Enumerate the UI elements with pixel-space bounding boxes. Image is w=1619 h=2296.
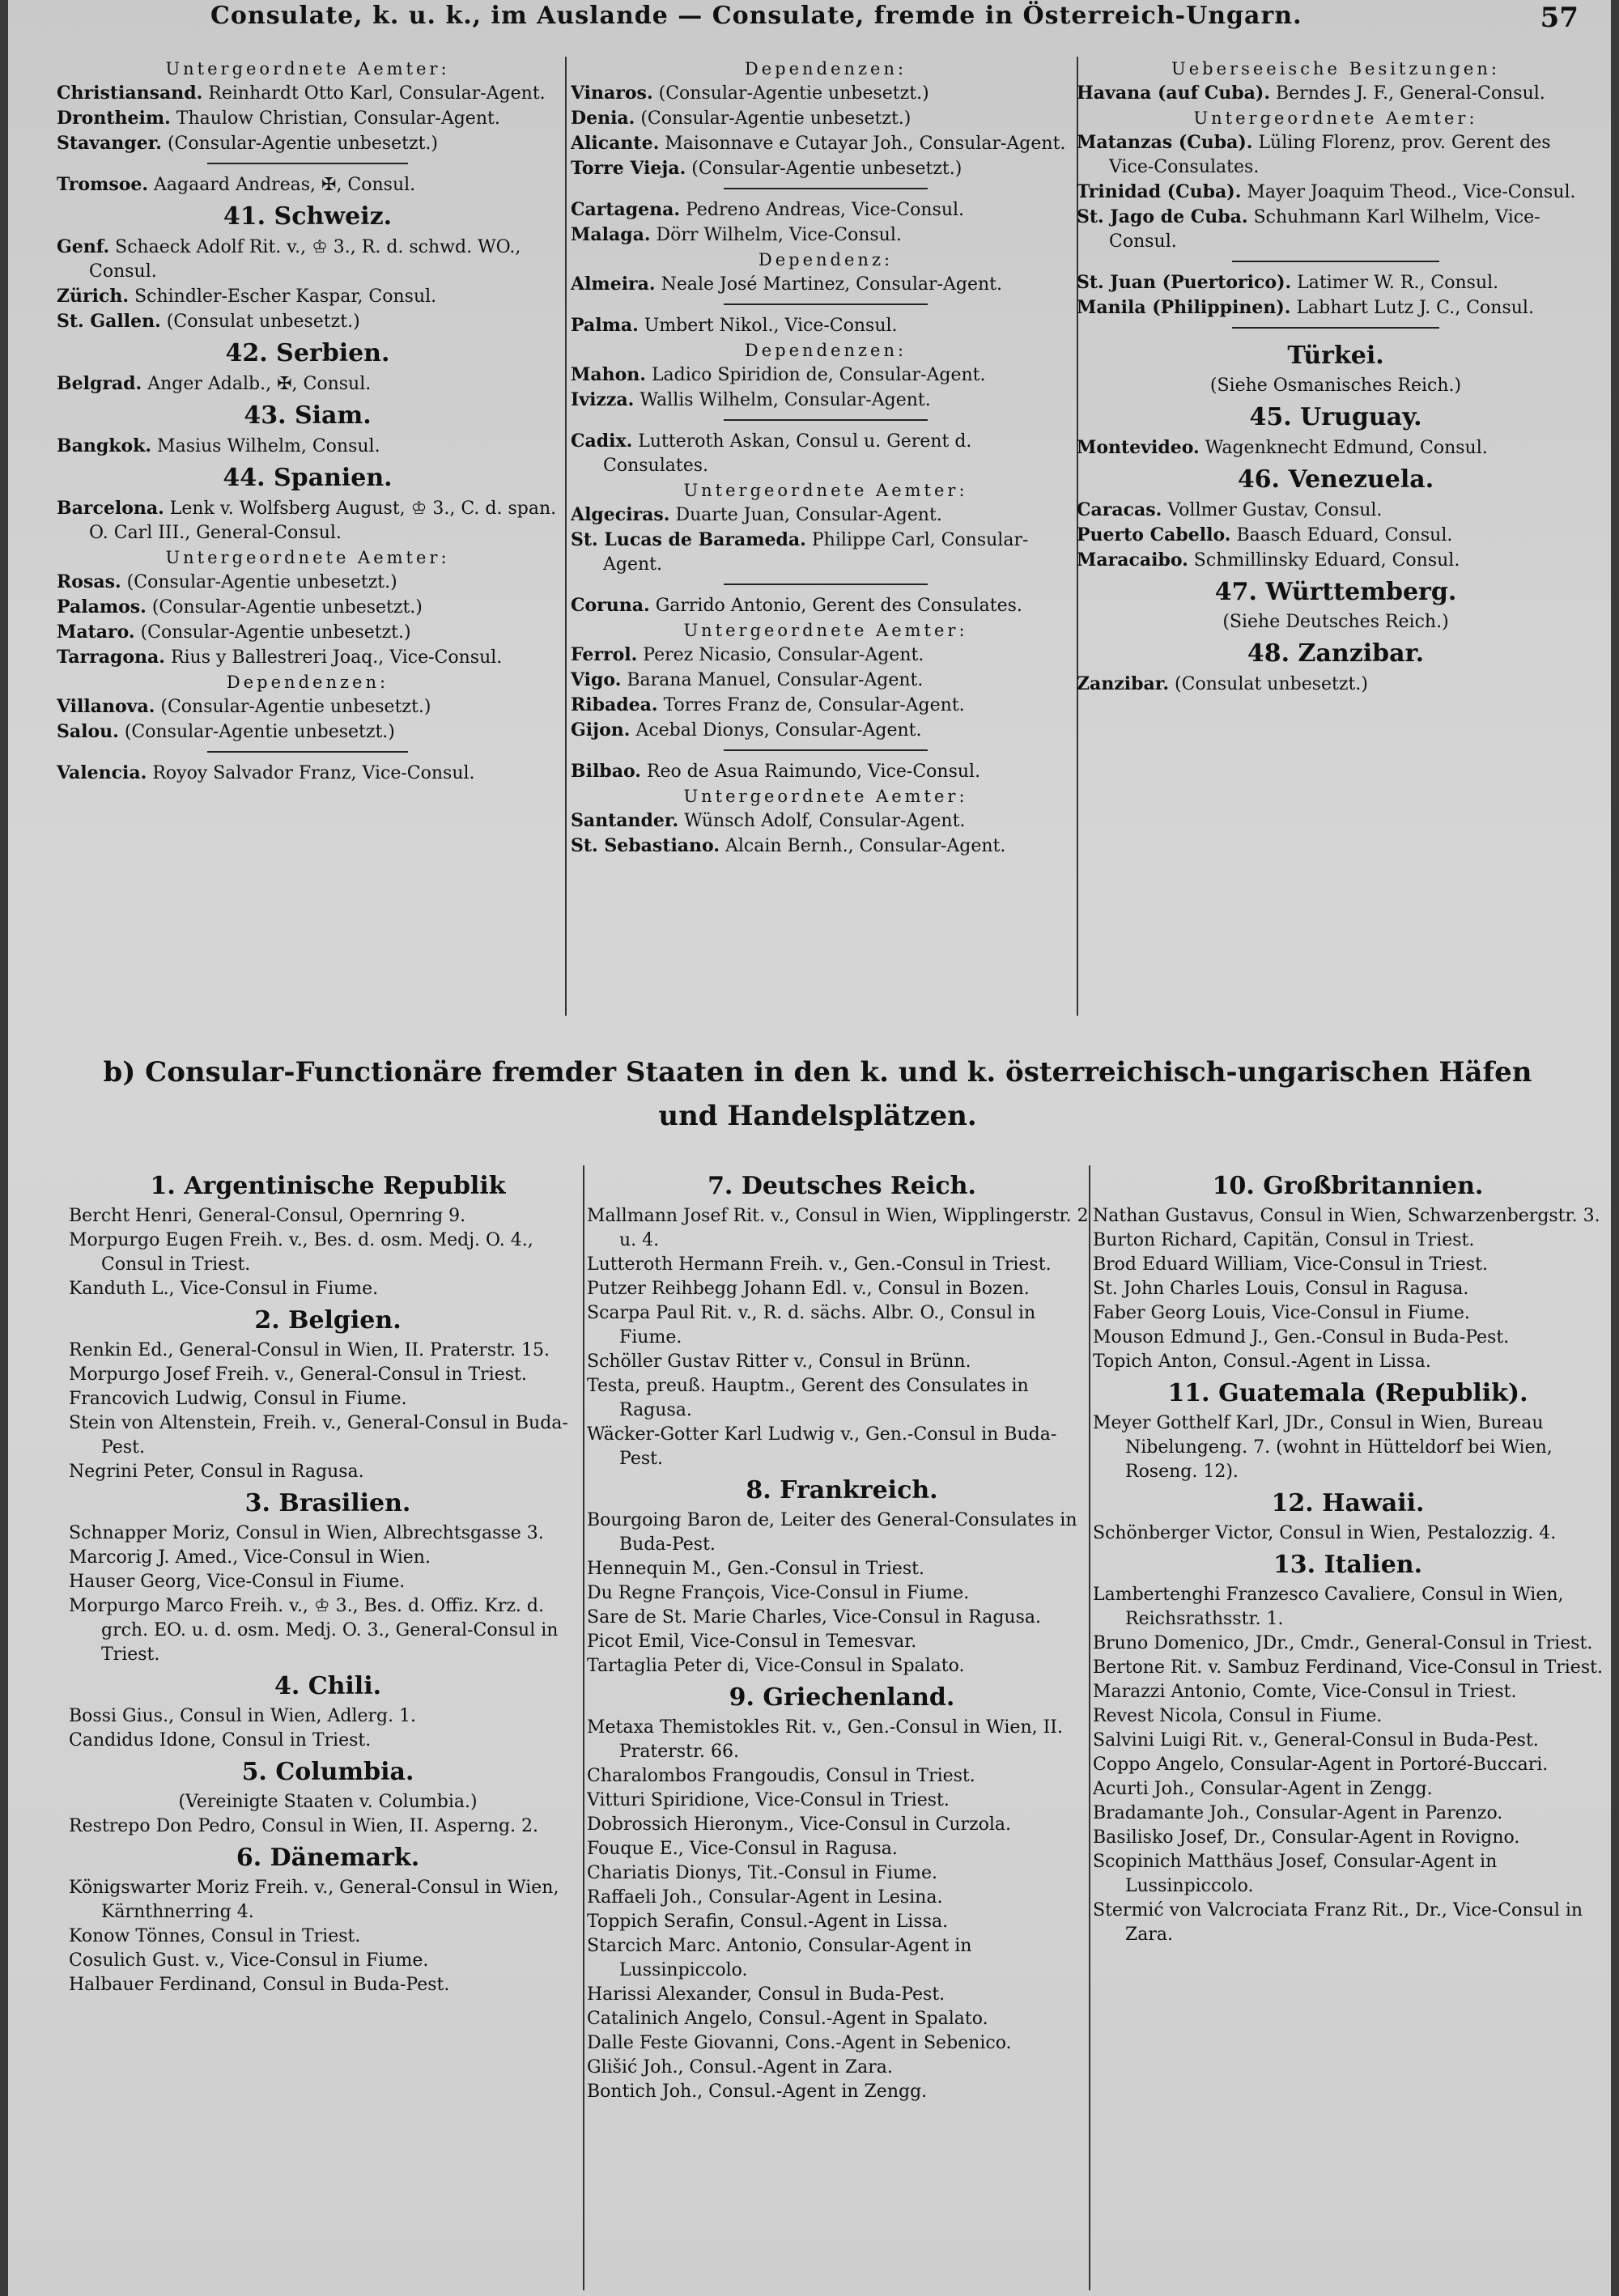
country-heading: 3. Brasilien.: [244, 1489, 411, 1517]
entry: Negrini Peter, Consul in Ragusa.: [69, 1462, 364, 1482]
entry: Marazzi Antonio, Comte, Vice-Consul in Triest.: [1093, 1682, 1517, 1702]
entry: Valencia. Royoy Salvador Franz, Vice-Consul.: [57, 762, 475, 783]
entry: Scopinich Matthäus Josef, Consular-Agent in Lussinpiccolo.: [1093, 1852, 1498, 1896]
entry: Coppo Angelo, Consular-Agent in Portoré-Buccari.: [1093, 1755, 1549, 1775]
entry: Denia. (Consular-Agentie unbesetzt.): [571, 108, 911, 129]
entry: Salvini Luigi Rit. v., General-Consul in Buda-Pest.: [1093, 1730, 1539, 1751]
separator: [724, 419, 928, 421]
entry: Nathan Gustavus, Consul in Wien, Schwarzenbergstr. 3.: [1093, 1206, 1600, 1226]
section-b-heading: [57, 1050, 1579, 1138]
entry: Schöller Gustav Ritter v., Consul in Brünn.: [587, 1352, 971, 1372]
entry: Scarpa Paul Rit. v., R. d. sächs. Albr. O., Consul in Fiume.: [587, 1303, 1036, 1347]
country-heading: 5. Columbia.: [241, 1758, 414, 1786]
entry: Dalle Feste Giovanni, Cons.-Agent in Sebenico.: [587, 2033, 1012, 2053]
entry: Candidus Idone, Consul in Triest.: [69, 1730, 372, 1751]
entry: Ferrol. Perez Nicasio, Consular-Agent.: [571, 644, 924, 665]
entry: Matanzas (Cuba). Lüling Florenz, prov. Gerent des Vice-Consulates.: [1077, 132, 1551, 177]
country-heading: 9. Griechenland.: [729, 1683, 955, 1712]
entry: St. Sebastiano. Alcain Bernh., Consular-Agent.: [571, 835, 1006, 856]
entry: Vigo. Barana Manuel, Consular-Agent.: [571, 669, 924, 690]
entry: Dobrossich Hieronym., Vice-Consul in Curzola.: [587, 1814, 1012, 1835]
entry: Torre Vieja. (Consular-Agentie unbesetzt.): [571, 158, 962, 179]
entry: Topich Anton, Consul.-Agent in Lissa.: [1093, 1352, 1431, 1372]
entry: Metaxa Themistokles Rit. v., Gen.-Consul in Wien, II. Praterstr. 66.: [587, 1717, 1063, 1762]
cross-reference: (Vereinigte Staaten v. Columbia.): [178, 1792, 478, 1812]
entry: Rosas. (Consular-Agentie unbesetzt.): [57, 571, 397, 592]
column-a1: [57, 57, 559, 1028]
entry: Marcorig J. Amed., Vice-Consul in Wien.: [69, 1547, 431, 1568]
entry: Vinaros. (Consular-Agentie unbesetzt.): [571, 83, 929, 104]
entry: Ribadea. Torres Franz de, Consular-Agent.: [571, 694, 965, 715]
entry: Christiansand. Reinhardt Otto Karl, Consular-Agent.: [57, 83, 546, 104]
entry: Wäcker-Gotter Karl Ludwig v., Gen.-Consul in Buda-Pest.: [587, 1424, 1057, 1469]
entry: Mataro. (Consular-Agentie unbesetzt.): [57, 622, 411, 643]
entry: Drontheim. Thaulow Christian, Consular-Agent.: [57, 108, 500, 129]
entry: Basilisko Josef, Dr., Consular-Agent in Rovigno.: [1093, 1827, 1520, 1848]
entry: Morpurgo Marco Freih. v., ♔ 3., Bes. d. Offiz. Krz. d. grch. EO. u. d. osm. Medj. O. 3., General-Consul in Triest.: [69, 1596, 559, 1665]
separator: [724, 584, 928, 585]
entry: Bruno Domenico, JDr., Cmdr., General-Consul in Triest.: [1093, 1633, 1593, 1653]
entry: Cosulich Gust. v., Vice-Consul in Fiume.: [69, 1950, 429, 1971]
entry: Montevideo. Wagenknecht Edmund, Consul.: [1077, 437, 1488, 458]
entry: Zanzibar. (Consulat unbesetzt.): [1077, 673, 1368, 694]
entry: Salou. (Consular-Agentie unbesetzt.): [57, 721, 395, 742]
entry: Genf. Schaeck Adolf Rit. v., ♔ 3., R. d. schwd. WO., Consul.: [57, 236, 521, 282]
entry: Stavanger. (Consular-Agentie unbesetzt.): [57, 133, 438, 154]
column-rule: [565, 57, 567, 1016]
entry: Faber Georg Louis, Vice-Consul in Fiume.: [1093, 1303, 1470, 1323]
entry: Mahon. Ladico Spiridion de, Consular-Agent.: [571, 364, 986, 385]
entry: Gijon. Acebal Dionys, Consular-Agent.: [571, 719, 922, 741]
entry: Stermić von Valcrociata Franz Rit., Dr., Vice-Consul in Zara.: [1093, 1900, 1583, 1945]
entry: Coruna. Garrido Antonio, Gerent des Consulates.: [571, 595, 1022, 616]
column-b3: [1093, 1167, 1603, 2292]
entry: Tromsoe. Aagaard Andreas, ✠, Consul.: [57, 174, 416, 195]
country-heading: 2. Belgien.: [254, 1306, 402, 1335]
separator: [1232, 261, 1439, 262]
country-heading: 44. Spanien.: [223, 464, 393, 492]
country-heading: 11. Guatemala (Republik).: [1167, 1379, 1528, 1407]
entry: Palamos. (Consular-Agentie unbesetzt.): [57, 596, 423, 618]
entry: Fouque E., Vice-Consul in Ragusa.: [587, 1839, 898, 1859]
subheading: Untergeordnete Aemter:: [165, 59, 450, 79]
entry: Bourgoing Baron de, Leiter des General-Consulates in Buda-Pest.: [587, 1510, 1077, 1555]
entry: Trinidad (Cuba). Mayer Joaquim Theod., Vice-Consul.: [1077, 181, 1576, 202]
country-heading: 8. Frankreich.: [746, 1476, 938, 1504]
section-b-title: b) Consular-Functionäre fremder Staaten in den k. und k. österreichisch-ungarischen Häfen: [103, 1056, 1532, 1089]
entry: Glišić Joh., Consul.-Agent in Zara.: [587, 2057, 893, 2077]
subheading: Untergeordnete Aemter:: [683, 621, 968, 640]
entry: Caracas. Vollmer Gustav, Consul.: [1077, 499, 1383, 520]
entry: Raffaeli Joh., Consular-Agent in Lesina.: [587, 1887, 943, 1908]
entry: Mouson Edmund J., Gen.-Consul in Buda-Pest.: [1093, 1327, 1510, 1347]
entry: Meyer Gotthelf Karl, JDr., Consul in Wien, Bureau Nibelungeng. 7. (wohnt in Hütteldorf bei Wien, Roseng. 12).: [1093, 1413, 1553, 1482]
entry: Bontich Joh., Consul.-Agent in Zengg.: [587, 2082, 928, 2102]
entry: Kanduth L., Vice-Consul in Fiume.: [69, 1279, 379, 1299]
entry: Königswarter Moriz Freih. v., General-Consul in Wien, Kärnthnerring 4.: [69, 1878, 559, 1922]
entry: Harissi Alexander, Consul in Buda-Pest.: [587, 1984, 945, 2005]
country-heading: 7. Deutsches Reich.: [708, 1172, 976, 1200]
entry: Catalinich Angelo, Consul.-Agent in Spalato.: [587, 2009, 988, 2029]
entry: Santander. Wünsch Adolf, Consular-Agent.: [571, 810, 966, 831]
country-heading: Türkei.: [1287, 342, 1384, 370]
separator: [724, 303, 928, 305]
column-b1: [69, 1167, 587, 2292]
entry: Tartaglia Peter di, Vice-Consul in Spalato.: [587, 1656, 965, 1676]
separator: [1232, 327, 1439, 329]
entry: Hauser Georg, Vice-Consul in Fiume.: [69, 1572, 406, 1592]
page: [8, 0, 1611, 2296]
separator: [207, 751, 408, 753]
country-heading: 46. Venezuela.: [1237, 465, 1434, 494]
country-heading: 13. Italien.: [1273, 1551, 1423, 1579]
entry: Chariatis Dionys, Tit.-Consul in Fiume.: [587, 1863, 937, 1883]
entry: Burton Richard, Capitän, Consul in Triest.: [1093, 1230, 1475, 1250]
entry: Manila (Philippinen). Labhart Lutz J. C., Consul.: [1077, 297, 1534, 318]
entry: Lutteroth Hermann Freih. v., Gen.-Consul in Triest.: [587, 1254, 1052, 1275]
entry: Alicante. Maisonnave e Cutayar Joh., Consular-Agent.: [571, 133, 1066, 154]
entry: Halbauer Ferdinand, Consul in Buda-Pest.: [69, 1975, 450, 1995]
subheading: Untergeordnete Aemter:: [165, 548, 450, 567]
country-heading: 4. Chili.: [274, 1672, 382, 1700]
country-heading: 48. Zanzibar.: [1247, 639, 1425, 668]
separator: [724, 749, 928, 751]
entry: Bossi Gius., Consul in Wien, Adlerg. 1.: [69, 1706, 417, 1726]
entry: Almeira. Neale José Martinez, Consular-Agent.: [571, 274, 1002, 295]
separator: [724, 188, 928, 189]
subheading: Dependenzen:: [744, 59, 907, 79]
country-heading: 47. Württemberg.: [1214, 578, 1457, 606]
entry: Renkin Ed., General-Consul in Wien, II. Praterstr. 15.: [69, 1340, 550, 1360]
section-b-title-cont: und Handelsplätzen.: [658, 1100, 977, 1132]
entry: Palma. Umbert Nikol., Vice-Consul.: [571, 315, 898, 336]
entry: Bangkok. Masius Wilhelm, Consul.: [57, 435, 380, 456]
entry: Cadix. Lutteroth Askan, Consul u. Gerent d. Consulates.: [571, 431, 972, 476]
country-heading: 1. Argentinische Republik: [150, 1172, 506, 1200]
entry: Testa, preuß. Hauptm., Gerent des Consulates in Ragusa.: [587, 1376, 1029, 1420]
running-head: Consulate, k. u. k., im Auslande — Consulate, fremde in Österreich-Ungarn.: [210, 2, 1302, 30]
entry: Hennequin M., Gen.-Consul in Triest.: [587, 1559, 925, 1579]
subheading: Dependenzen:: [226, 673, 389, 692]
subheading: Untergeordnete Aemter:: [1193, 108, 1478, 128]
entry: Putzer Reihbegg Johann Edl. v., Consul in Bozen.: [587, 1279, 1030, 1299]
subheading: Dependenzen:: [744, 341, 907, 360]
entry: Schnapper Moriz, Consul in Wien, Albrechtsgasse 3.: [69, 1523, 544, 1543]
entry: Tarragona. Rius y Ballestreri Joaq., Vice-Consul.: [57, 647, 503, 668]
country-heading: 41. Schweiz.: [223, 202, 393, 231]
entry: Bertone Rit. v. Sambuz Ferdinand, Vice-Consul in Triest.: [1093, 1657, 1603, 1678]
entry: Lambertenghi Franzesco Cavaliere, Consul in Wien, Reichsrathsstr. 1.: [1093, 1585, 1564, 1629]
column-a2: [571, 57, 1081, 1028]
entry: Francovich Ludwig, Consul in Fiume.: [69, 1389, 407, 1409]
entry: Du Regne François, Vice-Consul in Fiume.: [587, 1583, 970, 1603]
country-heading: 12. Hawaii.: [1271, 1489, 1425, 1517]
entry: Vitturi Spiridione, Vice-Consul in Triest.: [587, 1790, 950, 1810]
entry: St. Lucas de Barameda. Philippe Carl, Consular-Agent.: [571, 529, 1029, 575]
entry: Acurti Joh., Consular-Agent in Zengg.: [1093, 1779, 1433, 1799]
entry: Schönberger Victor, Consul in Wien, Pestalozzig. 4.: [1093, 1523, 1557, 1543]
entry: Puerto Cabello. Baasch Eduard, Consul.: [1077, 524, 1453, 545]
entry: Starcich Marc. Antonio, Consular-Agent in Lussinpiccolo.: [587, 1936, 972, 1980]
entry: Maracaibo. Schmillinsky Eduard, Consul.: [1077, 550, 1460, 571]
column-a3: [1077, 57, 1595, 1028]
entry: Brod Eduard William, Vice-Consul in Triest.: [1093, 1254, 1488, 1275]
entry: Bilbao. Reo de Asua Raimundo, Vice-Consul.: [571, 761, 981, 782]
cross-reference: (Siehe Deutsches Reich.): [1222, 612, 1449, 632]
entry: Mallmann Josef Rit. v., Consul in Wien, Wipplingerstr. 2 u. 4.: [587, 1206, 1089, 1250]
entry: Toppich Serafin, Consul.-Agent in Lissa.: [587, 1912, 949, 1932]
entry: Malaga. Dörr Wilhelm, Vice-Consul.: [571, 224, 902, 245]
entry: Belgrad. Anger Adalb., ✠, Consul.: [57, 373, 372, 394]
subheading: Ueberseeische Besitzungen:: [1171, 59, 1500, 79]
entry: Charalombos Frangoudis, Consul in Triest.: [587, 1766, 975, 1786]
country-heading: 10. Großbritannien.: [1212, 1172, 1484, 1200]
entry: Zürich. Schindler-Escher Kaspar, Consul.: [57, 286, 437, 307]
entry: Bradamante Joh., Consular-Agent in Parenzo.: [1093, 1803, 1503, 1823]
column-b2: [587, 1167, 1097, 2292]
country-heading: 45. Uruguay.: [1249, 403, 1422, 431]
subheading: Untergeordnete Aemter:: [683, 787, 968, 806]
page-number: 57: [1540, 2, 1579, 34]
entry: Morpurgo Josef Freih. v., General-Consul in Triest.: [69, 1364, 527, 1385]
entry: St. Gallen. (Consulat unbesetzt.): [57, 311, 360, 332]
entry: Bercht Henri, General-Consul, Opernring 9.: [69, 1206, 466, 1226]
subheading: Untergeordnete Aemter:: [683, 481, 968, 500]
country-heading: 42. Serbien.: [225, 339, 390, 367]
entry: Cartagena. Pedreno Andreas, Vice-Consul.: [571, 199, 965, 220]
country-heading: 43. Siam.: [244, 401, 372, 430]
separator: [207, 163, 408, 164]
entry: Havana (auf Cuba). Berndes J. F., General-Consul.: [1077, 83, 1545, 104]
cross-reference: (Siehe Osmanisches Reich.): [1209, 376, 1462, 396]
entry: Konow Tönnes, Consul in Triest.: [69, 1926, 361, 1946]
entry: Morpurgo Eugen Freih. v., Bes. d. osm. Medj. O. 4., Consul in Triest.: [69, 1230, 533, 1275]
entry: St. Jago de Cuba. Schuhmann Karl Wilhelm, Vice-Consul.: [1077, 206, 1540, 252]
country-heading: 6. Dänemark.: [236, 1844, 420, 1872]
entry: Sare de St. Marie Charles, Vice-Consul in Ragusa.: [587, 1607, 1041, 1628]
entry: Villanova. (Consular-Agentie unbesetzt.): [57, 696, 431, 717]
entry: Revest Nicola, Consul in Fiume.: [1093, 1706, 1383, 1726]
entry: Picot Emil, Vice-Consul in Temesvar.: [587, 1632, 917, 1652]
entry: St. John Charles Louis, Consul in Ragusa.: [1093, 1279, 1469, 1299]
entry: St. Juan (Puertorico). Latimer W. R., Consul.: [1077, 272, 1499, 293]
subheading: Dependenz:: [758, 250, 894, 269]
entry: Restrepo Don Pedro, Consul in Wien, II. Asperng. 2.: [69, 1816, 539, 1836]
entry: Stein von Altenstein, Freih. v., General-Consul in Buda-Pest.: [69, 1413, 568, 1458]
entry: Algeciras. Duarte Juan, Consular-Agent.: [571, 504, 942, 525]
entry: Ivizza. Wallis Wilhelm, Consular-Agent.: [571, 389, 931, 410]
entry: Barcelona. Lenk v. Wolfsberg August, ♔ 3., C. d. span. O. Carl III., General-Consul.: [57, 498, 557, 543]
